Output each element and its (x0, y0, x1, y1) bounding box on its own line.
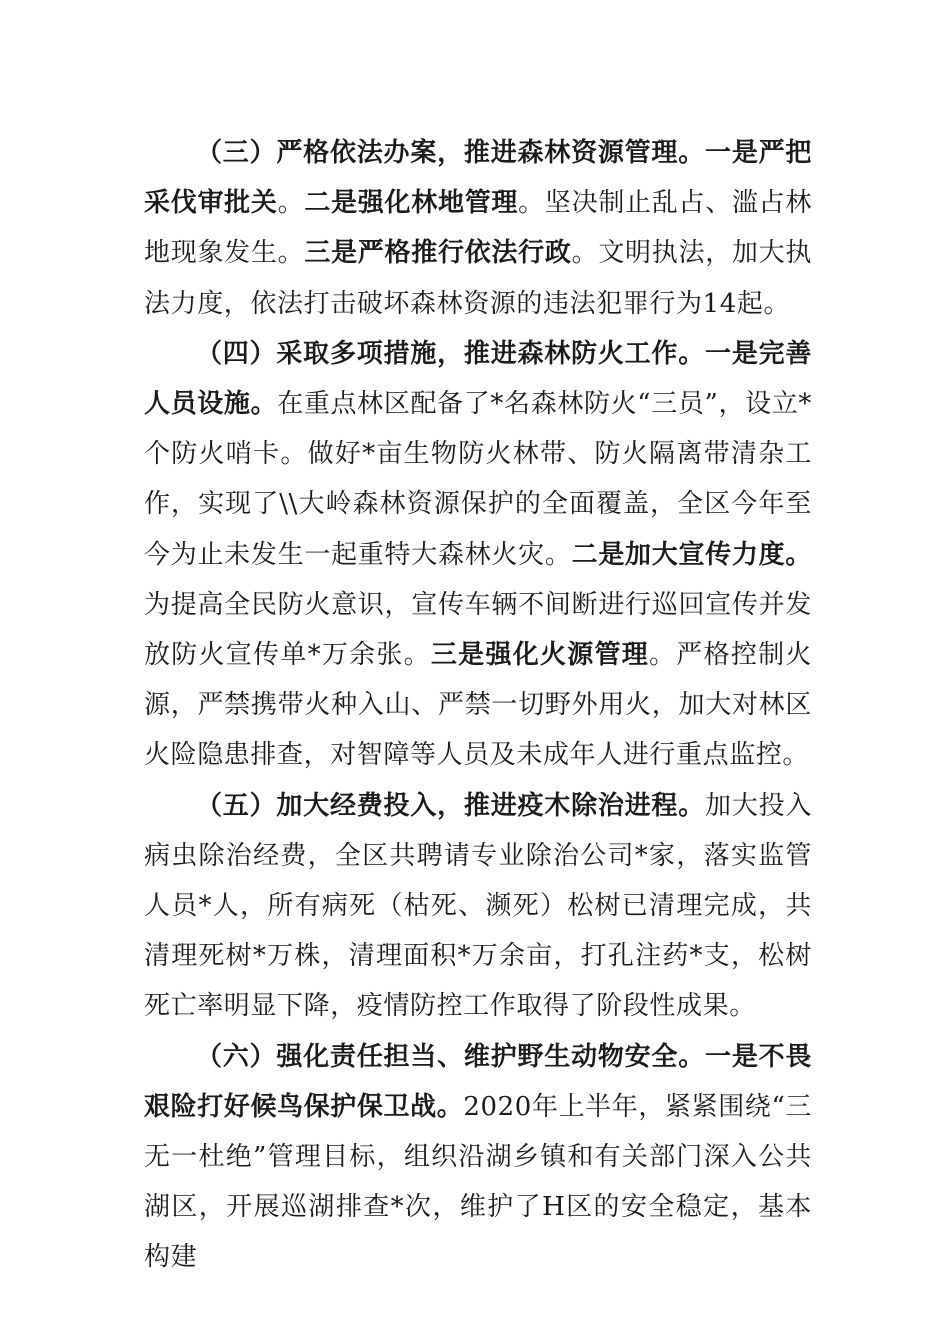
section-heading: （三）严格依法办案，推进森林资源管理。 (196, 138, 706, 168)
point-heading: 一是不畏艰险打好候鸟保护保卫战。 (144, 1041, 813, 1122)
body-text: 加大投入病虫除治经费，全区共聘请专业除治公司*家，落实监管人员*人，所有病死（枯死、濒死）松树已清理完成，共清理死树*万株，清理面积*万余亩，打孔注药*支，松树死亡率明显下降，疫情防控工作取得了阶段性成果。 (144, 790, 813, 1022)
document-body (144, 128, 812, 1283)
paragraph-wildlife-safety (144, 1032, 812, 1283)
body-text: 在重点林区配备了*名森林防火“三员”，设立*个防火哨卡。做好*亩生物防火林带、防火隔离带清杂工作，实现了\\大岭森林资源保护的全面覆盖，全区今年至今为止未发生一起重特大森林火灾。 (144, 389, 812, 570)
point-heading: 三是强化火源管理 (430, 640, 650, 671)
paragraph-epidemic-wood-treatment (144, 781, 812, 1032)
point-heading: 一是完善人员设施。 (144, 338, 813, 420)
body-text: 。坚决制止乱占、滥占林地现象发生。 (144, 188, 812, 269)
point-heading: 三是严格推行依法行政 (304, 238, 572, 269)
body-text: 。文明执法，加大执法力度，依法打击破坏森林资源的违法犯罪行为14起。 (144, 238, 812, 319)
body-text: 为提高全民防火意识，宣传车辆不间断进行巡回宣传并发放防火宣传单*万余张。 (144, 589, 812, 671)
paragraph-forest-resource-management (144, 128, 812, 329)
section-heading: （六）强化责任担当、维护野生动物安全。 (196, 1041, 706, 1072)
body-text: 2020年上半年，紧紧围绕“三无一杜绝”管理目标，组织沿湖乡镇和有关部门深入公共湖区，开展巡湖排查*次，维护了H区的安全稳定，基本构建 (144, 1091, 812, 1273)
body-text: 。 (277, 188, 305, 219)
section-heading: （四）采取多项措施，推进森林防火工作。 (196, 338, 706, 369)
point-heading: 二是强化林地管理 (304, 188, 519, 219)
point-heading: 一是严把采伐审批关 (144, 138, 813, 219)
section-heading: （五）加大经费投入，推进疫木除治进程。 (196, 790, 706, 821)
paragraph-forest-fire-prevention (144, 329, 812, 781)
point-heading: 二是加大宣传力度。 (571, 539, 812, 570)
body-text: 。严格控制火源，严禁携带火种入山、严禁一切野外用火，加大对林区火险隐患排查，对智障等人员及未成年人进行重点监控。 (144, 640, 812, 771)
